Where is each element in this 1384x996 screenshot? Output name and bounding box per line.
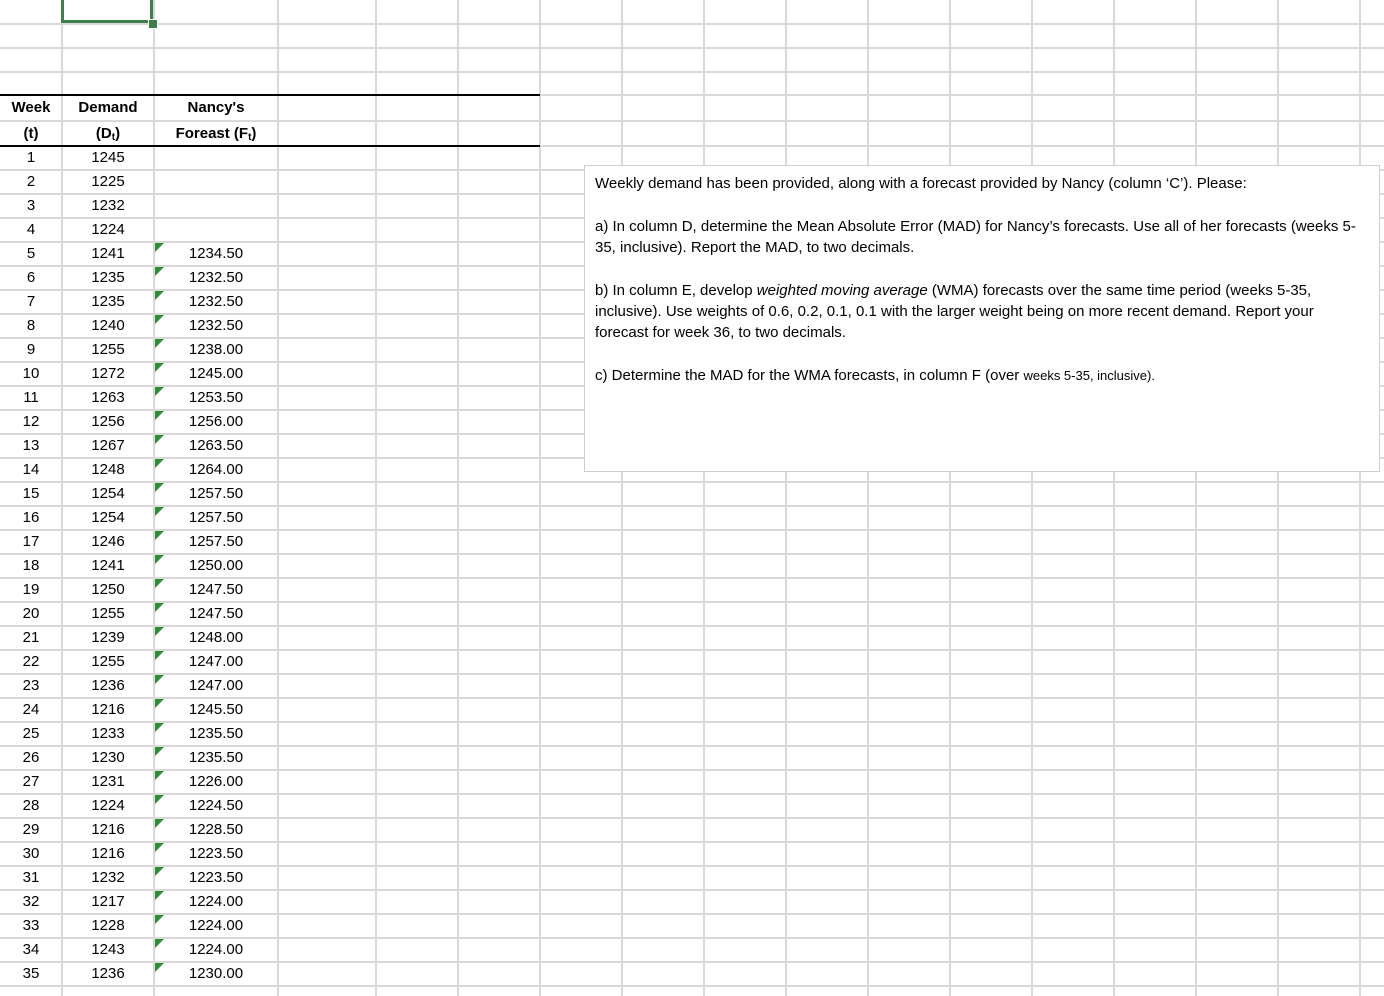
header-forecast: Nancy's [187,99,245,116]
week-cell[interactable]: 22 [22,653,40,670]
forecast-cell[interactable]: 1257.50 [188,509,244,526]
selected-cell[interactable] [61,0,153,23]
demand-cell[interactable]: 1246 [91,533,125,550]
demand-cell[interactable]: 1256 [91,413,125,430]
error-indicator-icon[interactable] [155,771,164,780]
demand-cell[interactable]: 1255 [91,605,125,622]
week-cell[interactable]: 31 [22,869,40,886]
week-cell[interactable]: 18 [22,557,40,574]
forecast-cell[interactable]: 1264.00 [188,461,244,478]
forecast-cell[interactable]: 1238.00 [188,341,244,358]
week-cell[interactable]: 5 [26,245,36,262]
instructions-textbox[interactable] [584,165,1380,472]
week-cell[interactable]: 14 [22,461,40,478]
demand-cell[interactable]: 1232 [91,869,125,886]
demand-cell[interactable]: 1231 [91,773,125,790]
error-indicator-icon[interactable] [155,675,164,684]
week-cell[interactable]: 12 [22,413,40,430]
forecast-cell[interactable]: 1257.50 [188,533,244,550]
forecast-cell[interactable]: 1226.00 [188,773,244,790]
forecast-cell[interactable]: 1247.50 [188,605,244,622]
header-forecast-sub: Foreast $(F_t)$ [175,125,257,143]
demand-cell[interactable]: 1255 [91,653,125,670]
forecast-cell[interactable]: 1235.50 [188,749,244,766]
error-indicator-icon[interactable] [155,267,164,276]
error-indicator-icon[interactable] [155,819,164,828]
error-indicator-icon[interactable] [155,867,164,876]
week-cell[interactable]: 10 [22,365,40,382]
forecast-cell[interactable] [154,146,278,170]
week-cell[interactable]: 2 [26,173,36,190]
demand-cell[interactable]: 1248 [91,461,125,478]
forecast-cell[interactable]: 1253.50 [188,389,244,406]
forecast-cell[interactable]: 1232.50 [188,317,244,334]
forecast-cell[interactable]: 1230.00 [188,965,244,982]
error-indicator-icon[interactable] [155,723,164,732]
forecast-cell[interactable]: 1223.50 [188,845,244,862]
fill-handle[interactable] [148,19,158,29]
forecast-cell[interactable]: 1263.50 [188,437,244,454]
week-cell[interactable]: 30 [22,845,40,862]
error-indicator-icon[interactable] [155,891,164,900]
instructions-part-c: c) Determine the MAD for the WMA forecasts, in column F (over weeks 5-35, inclusive). [595,367,1155,384]
demand-cell[interactable]: 1217 [91,893,125,910]
error-indicator-icon[interactable] [155,747,164,756]
week-cell[interactable]: 11 [23,389,39,406]
demand-cell[interactable]: 1241 [91,557,125,574]
error-indicator-icon[interactable] [155,603,164,612]
demand-cell[interactable]: 1267 [91,437,125,454]
error-indicator-icon[interactable] [155,387,164,396]
forecast-cell[interactable]: 1250.00 [188,557,244,574]
error-indicator-icon[interactable] [155,963,164,972]
week-cell[interactable]: 1 [26,149,36,166]
demand-cell[interactable]: 1232 [91,197,125,214]
forecast-cell[interactable]: 1232.50 [188,269,244,286]
week-cell[interactable]: 27 [22,773,40,790]
week-cell[interactable]: 20 [22,605,40,622]
error-indicator-icon[interactable] [155,363,164,372]
week-cell[interactable]: 17 [22,533,40,550]
error-indicator-icon[interactable] [155,651,164,660]
forecast-cell[interactable] [154,194,278,218]
error-indicator-icon[interactable] [155,339,164,348]
demand-cell[interactable]: 1272 [91,365,125,382]
instructions-part-a: a) In column D, determine the Mean Absolute Error (MAD) for Nancy’s forecasts. Use all of her forecasts (weeks 5-35, inclusive). Report the MAD, to two decimals. [595,218,1356,256]
forecast-cell[interactable] [154,170,278,194]
demand-cell[interactable]: 1235 [91,269,125,286]
demand-cell[interactable]: 1241 [91,245,125,262]
demand-cell[interactable]: 1250 [91,581,125,598]
week-cell[interactable]: 33 [22,917,40,934]
demand-cell[interactable]: 1263 [91,389,125,406]
demand-cell[interactable]: 1254 [91,509,125,526]
header-week: Week [11,99,51,116]
week-cell[interactable]: 9 [26,341,36,358]
week-cell[interactable]: 3 [26,197,36,214]
demand-cell[interactable]: 1216 [91,701,125,718]
demand-cell[interactable]: 1235 [91,293,125,310]
demand-cell[interactable]: 1216 [91,821,125,838]
forecast-cell[interactable]: 1257.50 [188,485,244,502]
forecast-cell[interactable]: 1234.50 [188,245,244,262]
forecast-cell[interactable]: 1245.50 [188,701,244,718]
demand-cell[interactable]: 1255 [91,341,125,358]
forecast-cell[interactable] [154,218,278,242]
error-indicator-icon[interactable] [155,579,164,588]
forecast-cell[interactable]: 1247.00 [188,653,244,670]
demand-cell[interactable]: 1236 [91,965,125,982]
error-indicator-icon[interactable] [155,531,164,540]
week-cell[interactable]: 16 [22,509,40,526]
week-cell[interactable]: 29 [22,821,40,838]
header-demand-sub: $(D_t)$ [95,125,121,143]
demand-cell[interactable]: 1216 [91,845,125,862]
demand-cell[interactable]: 1243 [91,941,125,958]
week-cell[interactable]: 24 [22,701,40,718]
error-indicator-icon[interactable] [155,555,164,564]
forecast-cell[interactable]: 1247.50 [188,581,244,598]
demand-cell[interactable]: 1233 [91,725,125,742]
forecast-cell[interactable]: 1224.00 [188,893,244,910]
error-indicator-icon[interactable] [155,507,164,516]
week-cell[interactable]: 23 [22,677,40,694]
forecast-cell[interactable]: 1247.00 [188,677,244,694]
demand-cell[interactable]: 1224 [91,221,125,238]
header-demand: Demand [78,99,138,116]
demand-cell[interactable]: 1254 [91,485,125,502]
forecast-cell[interactable]: 1248.00 [188,629,244,646]
demand-cell[interactable]: 1225 [91,173,125,190]
error-indicator-icon[interactable] [155,627,164,636]
week-cell[interactable]: 21 [22,629,40,646]
demand-cell[interactable]: 1239 [91,629,125,646]
forecast-cell[interactable]: 1224.50 [188,797,244,814]
week-cell[interactable]: 8 [26,317,36,334]
week-cell[interactable]: 28 [22,797,40,814]
error-indicator-icon[interactable] [155,459,164,468]
week-cell[interactable]: 6 [26,269,36,286]
week-cell[interactable]: 7 [26,293,36,310]
demand-cell[interactable]: 1240 [91,317,125,334]
error-indicator-icon[interactable] [155,435,164,444]
error-indicator-icon[interactable] [155,291,164,300]
forecast-cell[interactable]: 1223.50 [188,869,244,886]
demand-cell[interactable]: 1224 [91,797,125,814]
error-indicator-icon[interactable] [155,411,164,420]
week-cell[interactable]: 26 [22,749,40,766]
week-cell[interactable]: 35 [22,965,40,982]
forecast-cell[interactable]: 1232.50 [188,293,244,310]
instructions-part-b: b) In column E, develop weighted moving average (WMA) forecasts over the same time period (weeks 5-35, inclusive). Use weights of 0.6, 0.2, 0.1, 0.1 with the larger weight being on more recent demand. Report your forecast for week 36, to two decimals. [595,282,1314,341]
forecast-cell[interactable]: 1256.00 [188,413,244,430]
demand-cell[interactable]: 1230 [91,749,125,766]
forecast-cell[interactable]: 1224.00 [188,941,244,958]
header-week-t: (t) [23,125,39,142]
error-indicator-icon[interactable] [155,915,164,924]
week-cell[interactable]: 32 [22,893,40,910]
forecast-cell[interactable]: 1228.50 [188,821,244,838]
week-cell[interactable]: 25 [22,725,40,742]
error-indicator-icon[interactable] [155,699,164,708]
forecast-cell[interactable]: 1245.00 [188,365,244,382]
error-indicator-icon[interactable] [155,795,164,804]
demand-cell[interactable]: 1245 [91,149,125,166]
error-indicator-icon[interactable] [155,315,164,324]
error-indicator-icon[interactable] [155,843,164,852]
week-cell[interactable]: 4 [26,221,36,238]
week-cell[interactable]: 15 [22,485,40,502]
week-cell[interactable]: 13 [22,437,40,454]
error-indicator-icon[interactable] [155,939,164,948]
week-cell[interactable]: 19 [22,581,40,598]
forecast-cell[interactable]: 1235.50 [188,725,244,742]
instructions-intro: Weekly demand has been provided, along with a forecast provided by Nancy (column ‘C’). Please: [595,175,1247,192]
demand-cell[interactable]: 1228 [91,917,125,934]
demand-cell[interactable]: 1236 [91,677,125,694]
week-cell[interactable]: 34 [22,941,40,958]
forecast-cell[interactable]: 1224.00 [188,917,244,934]
error-indicator-icon[interactable] [155,243,164,252]
error-indicator-icon[interactable] [155,483,164,492]
